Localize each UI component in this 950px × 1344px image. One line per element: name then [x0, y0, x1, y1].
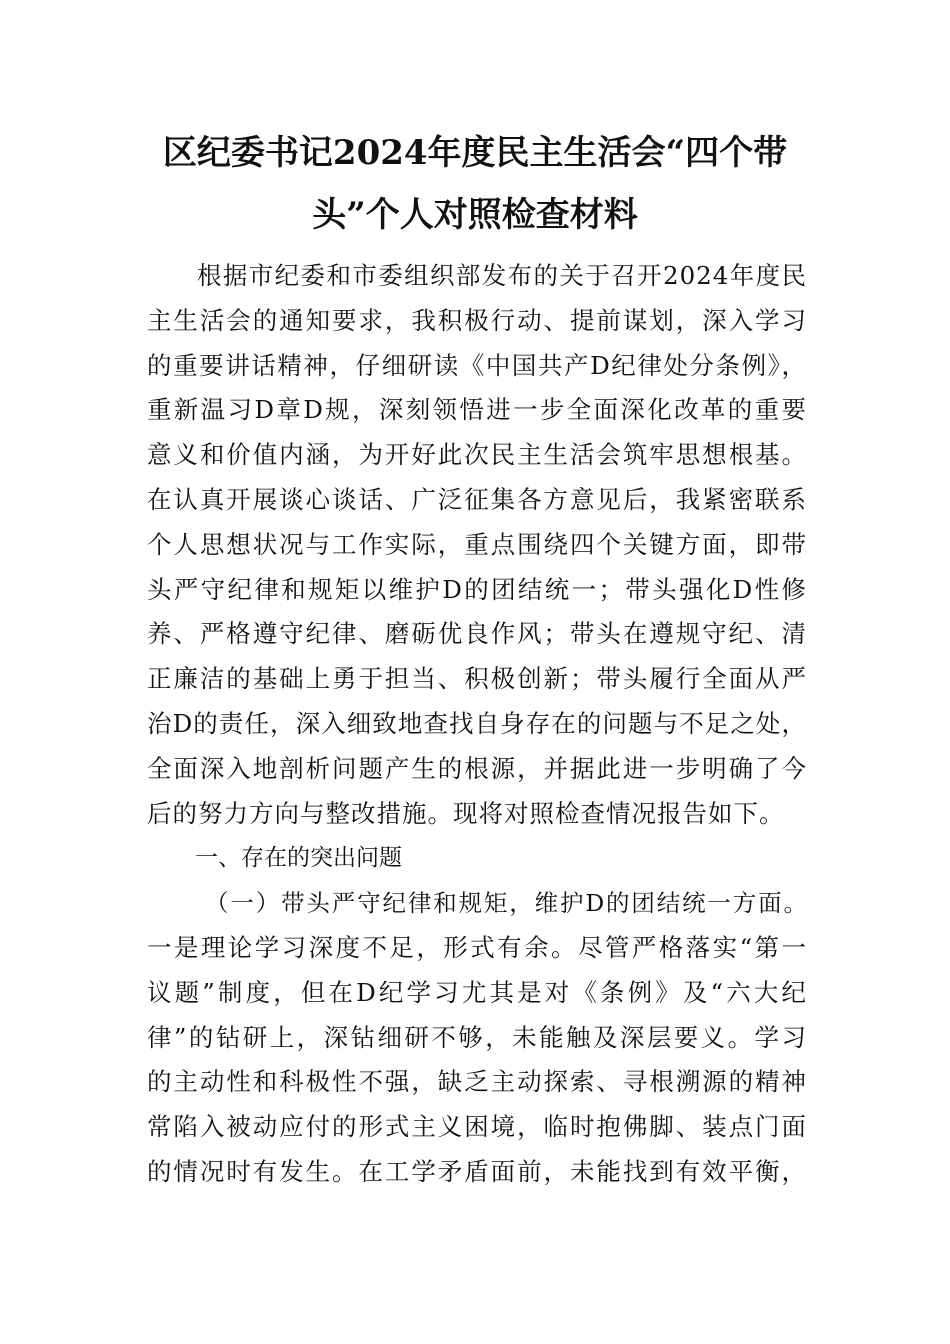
paragraph-line: 在认真开展谈心谈话、广泛征集各方意见后，我紧密联系 — [147, 484, 807, 514]
paragraph-line: 个人思想状况与工作实际，重点围绕四个关键方面，即带 — [147, 529, 807, 559]
document-title-line-1: 区纪委书记2024年度民主生活会“四个带 — [162, 133, 788, 173]
paragraph-line: 主生活会的通知要求，我积极行动、提前谋划，深入学习 — [147, 305, 807, 335]
document-body — [147, 254, 807, 1195]
subsection-heading: （一）带头严守纪律和规矩，维护D的团结统一方面。 — [205, 889, 807, 918]
paragraph-line: 全面深入地剖析问题产生的根源，并据此进一步明确了今 — [147, 753, 807, 783]
paragraph-line: 一是理论学习深度不足，形式有余。尽管严格落实“第一 — [147, 932, 807, 962]
paragraph-line: 头严守纪律和规矩以维护D的团结统一；带头强化D性修 — [147, 574, 807, 604]
paragraph-line: 的主动性和科极性不强，缺乏主动探索、寻根溯源的精神 — [147, 1067, 807, 1097]
paragraph-line: 意义和价值内涵，为开好此次民主生活会筑牢思想根基。 — [147, 440, 807, 470]
paragraph-line: 根据市纪委和市委组织部发布的关于召开2024年度民 — [197, 261, 807, 290]
paragraph-line: 重新温习D章D规，深刻领悟进一步全面深化改革的重要 — [147, 395, 807, 425]
paragraph-line: 议题”制度，但在D纪学习尤其是对《条例》及“六大纪 — [147, 977, 807, 1007]
paragraph-line: 的情况时有发生。在工学矛盾面前，未能找到有效平衡， — [147, 1156, 807, 1186]
paragraph-line: 治D的责任，深入细致地查找自身存在的问题与不足之处， — [147, 708, 807, 738]
document-title-line-2: 头”个人对照检查材料 — [312, 195, 638, 235]
paragraph-line: 后的努力方向与整改措施。现将对照检查情况报告如下。 — [147, 798, 785, 828]
paragraph-line: 律”的钻研上，深钻细研不够，未能触及深层要义。学习 — [147, 1022, 807, 1052]
paragraph-line: 养、严格遵守纪律、磨砺优良作风；带头在遵规守纪、清 — [147, 619, 807, 649]
paragraph-line: 正廉洁的基础上勇于担当、积极创新；带头履行全面从严 — [147, 664, 807, 694]
paragraph-line: 常陷入被动应付的形式主义困境，临时抱佛脚、装点门面 — [147, 1112, 807, 1142]
paragraph-line: 的重要讲话精神，仔细研读《中国共产D纪律处分条例》， — [147, 350, 807, 380]
section-heading: 一、存在的突出问题 — [195, 845, 402, 872]
